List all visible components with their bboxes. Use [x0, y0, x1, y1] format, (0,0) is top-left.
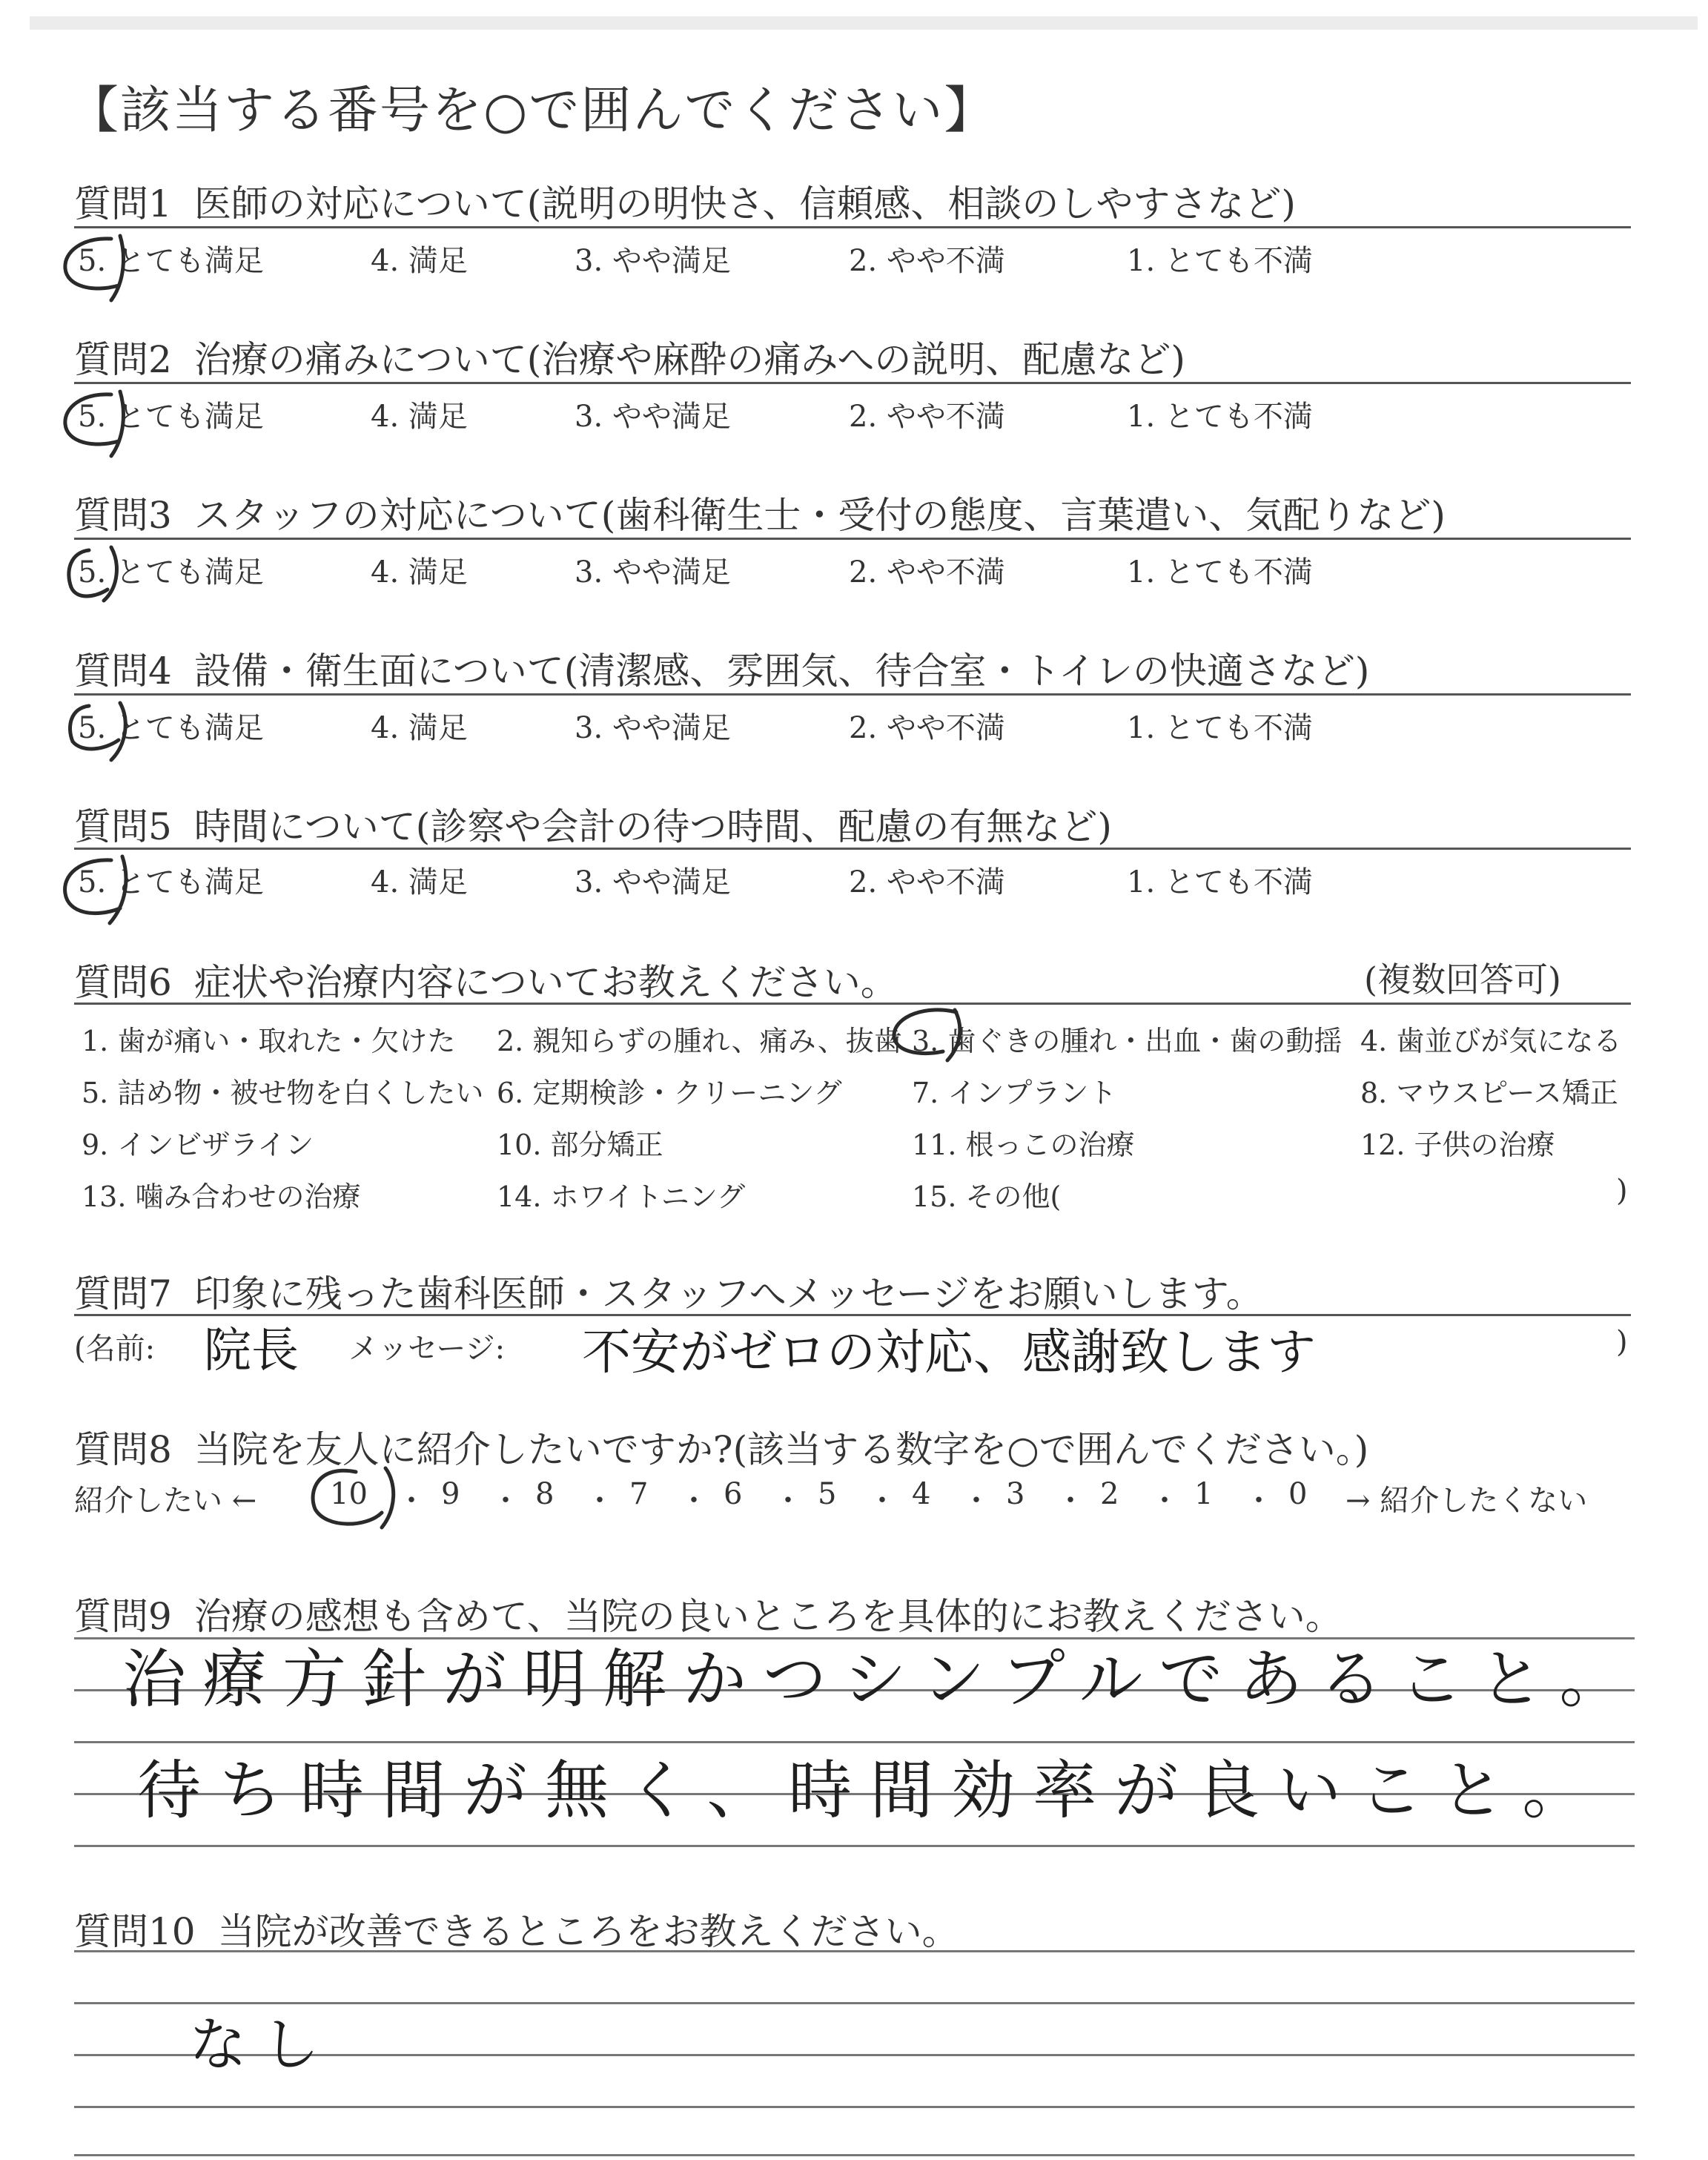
q5-selection-circle	[65, 856, 126, 923]
q6-option-11[interactable]: 11. 根っこの治療	[912, 1129, 1135, 1161]
question-1-title: 質問1 医師の対応について(説明の明快さ、信頼感、相談のしやすさなど)	[74, 182, 1296, 225]
q5-option-3[interactable]: 3. やや満足	[575, 865, 731, 899]
question-4-title: 質問4 設備・衛生面について(清潔感、雰囲気、待合室・トイレの快適さなど)	[74, 650, 1370, 693]
q6-option-10[interactable]: 10. 部分矯正	[497, 1129, 663, 1161]
q4-option-5[interactable]: 5. とても満足	[78, 711, 264, 745]
q6-option-1[interactable]: 1. 歯が痛い・取れた・欠けた	[82, 1025, 456, 1057]
q6-option-5[interactable]: 5. 詰め物・被せ物を白くしたい	[82, 1077, 484, 1109]
q4-option-4[interactable]: 4. 満足	[371, 711, 468, 745]
scale-dot: ・	[585, 1484, 615, 1518]
q7-name-label: (名前:	[74, 1332, 156, 1366]
q8-score-5[interactable]: 5	[818, 1477, 837, 1511]
q8-score-7[interactable]: 7	[629, 1477, 649, 1511]
scale-dot: ・	[491, 1484, 520, 1518]
q6-option-8[interactable]: 8. マウスピース矯正	[1360, 1077, 1618, 1109]
scale-dot: ・	[773, 1484, 803, 1518]
q5-option-2[interactable]: 2. やや不満	[849, 865, 1005, 899]
q5-option-1[interactable]: 1. とても不満	[1127, 865, 1313, 899]
q2-option-4[interactable]: 4. 満足	[371, 400, 468, 434]
q6-option-7[interactable]: 7. インプラント	[912, 1077, 1117, 1109]
q4-option-2[interactable]: 2. やや不満	[849, 711, 1005, 745]
question-7-title: 質問7 印象に残った歯科医師・スタッフへメッセージをお願いします。	[74, 1272, 1263, 1315]
scale-dot: ・	[679, 1484, 709, 1518]
q6-selection-circle	[894, 1010, 960, 1060]
q1-option-1[interactable]: 1. とても不満	[1127, 244, 1313, 278]
q3-selection-circle	[69, 547, 117, 601]
q3-option-1[interactable]: 1. とても不満	[1127, 555, 1313, 589]
q9-answer-line-1[interactable]: 治療方針が明解かつシンプルであること。	[122, 1642, 1640, 1717]
q8-score-0[interactable]: 0	[1288, 1477, 1308, 1511]
question-5-title: 質問5 時間について(診察や会計の待つ時間、配慮の有無など)	[74, 805, 1112, 848]
q7-message-label: メッセージ:	[348, 1332, 506, 1366]
q4-option-3[interactable]: 3. やや満足	[575, 711, 731, 745]
q8-not-recommend-label: → 紹介したくない	[1345, 1484, 1588, 1518]
q1-option-3[interactable]: 3. やや満足	[575, 244, 731, 278]
q5-option-4[interactable]: 4. 満足	[371, 865, 468, 899]
q8-score-2[interactable]: 2	[1100, 1477, 1119, 1511]
q8-score-6[interactable]: 6	[724, 1477, 743, 1511]
q3-option-4[interactable]: 4. 満足	[371, 555, 468, 589]
q8-score-8[interactable]: 8	[535, 1477, 555, 1511]
question-2-title: 質問2 治療の痛みについて(治療や麻酔の痛みへの説明、配慮など)	[74, 338, 1185, 381]
q2-selection-circle	[65, 392, 124, 456]
scale-dot: ・	[397, 1484, 426, 1518]
q7-close-paren: )	[1616, 1325, 1628, 1359]
q6-option-13[interactable]: 13. 噛み合わせの治療	[82, 1180, 361, 1213]
q7-name-handwritten[interactable]: 院長	[204, 1324, 299, 1378]
q2-option-5[interactable]: 5. とても満足	[78, 400, 264, 434]
q8-selection-circle	[313, 1468, 394, 1527]
instruction-header: 【該当する番号を○で囲んでください】	[68, 82, 996, 140]
q6-other-close-paren: )	[1616, 1174, 1628, 1208]
question-10-title: 質問10 当院が改善できるところをお教えください。	[74, 1910, 959, 1953]
q6-option-2[interactable]: 2. 親知らずの腫れ、痛み、抜歯	[497, 1025, 902, 1057]
q3-option-2[interactable]: 2. やや不満	[849, 555, 1005, 589]
q6-option-6[interactable]: 6. 定期検診・クリーニング	[497, 1077, 842, 1109]
q3-option-5[interactable]: 5. とても満足	[78, 555, 264, 589]
q3-option-3[interactable]: 3. やや満足	[575, 555, 731, 589]
q9-answer-line-2[interactable]: 待ち時間が無く、時間効率が良いこと。	[137, 1754, 1604, 1828]
q2-option-3[interactable]: 3. やや満足	[575, 400, 731, 434]
q7-message-handwritten[interactable]: 不安がゼロの対応、感謝致します	[582, 1324, 1316, 1381]
q8-recommend-label: 紹介したい ←	[74, 1484, 257, 1518]
q1-selection-circle	[65, 236, 124, 300]
q4-selection-circle	[70, 703, 125, 760]
question-9-title: 質問9 治療の感想も含めて、当院の良いところを具体的にお教えください。	[74, 1595, 1343, 1638]
scale-dot: ・	[961, 1484, 991, 1518]
scale-dot: ・	[1150, 1484, 1179, 1518]
q8-score-4[interactable]: 4	[912, 1477, 931, 1511]
q5-option-5[interactable]: 5. とても満足	[78, 865, 264, 899]
q1-option-2[interactable]: 2. やや不満	[849, 244, 1005, 278]
q1-option-4[interactable]: 4. 満足	[371, 244, 468, 278]
q6-option-9[interactable]: 9. インビザライン	[82, 1129, 314, 1161]
scale-dot: ・	[867, 1484, 897, 1518]
q8-score-3[interactable]: 3	[1006, 1477, 1025, 1511]
q4-option-1[interactable]: 1. とても不満	[1127, 711, 1313, 745]
scale-dot: ・	[1244, 1484, 1274, 1518]
q6-option-4[interactable]: 4. 歯並びが気になる	[1360, 1025, 1622, 1057]
q6-option-3[interactable]: 3. 歯ぐきの腫れ・出血・歯の動揺	[912, 1025, 1343, 1057]
q1-option-5[interactable]: 5. とても満足	[78, 244, 264, 278]
question-6-title: 質問6 症状や治療内容についてお教えください。	[74, 961, 898, 1004]
question-8-title: 質問8 当院を友人に紹介したいですか?(該当する数字を○で囲んでください。)	[74, 1428, 1369, 1471]
scale-dot: ・	[1056, 1484, 1085, 1518]
q8-score-9[interactable]: 9	[441, 1477, 460, 1511]
q8-score-10[interactable]: 10	[330, 1477, 368, 1511]
q2-option-2[interactable]: 2. やや不満	[849, 400, 1005, 434]
q6-option-12[interactable]: 12. 子供の治療	[1360, 1129, 1555, 1161]
question-6-multi-note: (複数回答可)	[1364, 960, 1561, 1000]
q6-option-14[interactable]: 14. ホワイトニング	[497, 1180, 746, 1213]
q2-option-1[interactable]: 1. とても不満	[1127, 400, 1313, 434]
q6-option-15[interactable]: 15. その他(	[912, 1180, 1062, 1213]
q8-score-1[interactable]: 1	[1194, 1477, 1214, 1511]
q10-answer-handwritten[interactable]: なし	[189, 2012, 335, 2078]
question-3-title: 質問3 スタッフの対応について(歯科衛生士・受付の態度、言葉遣い、気配りなど)	[74, 494, 1446, 537]
